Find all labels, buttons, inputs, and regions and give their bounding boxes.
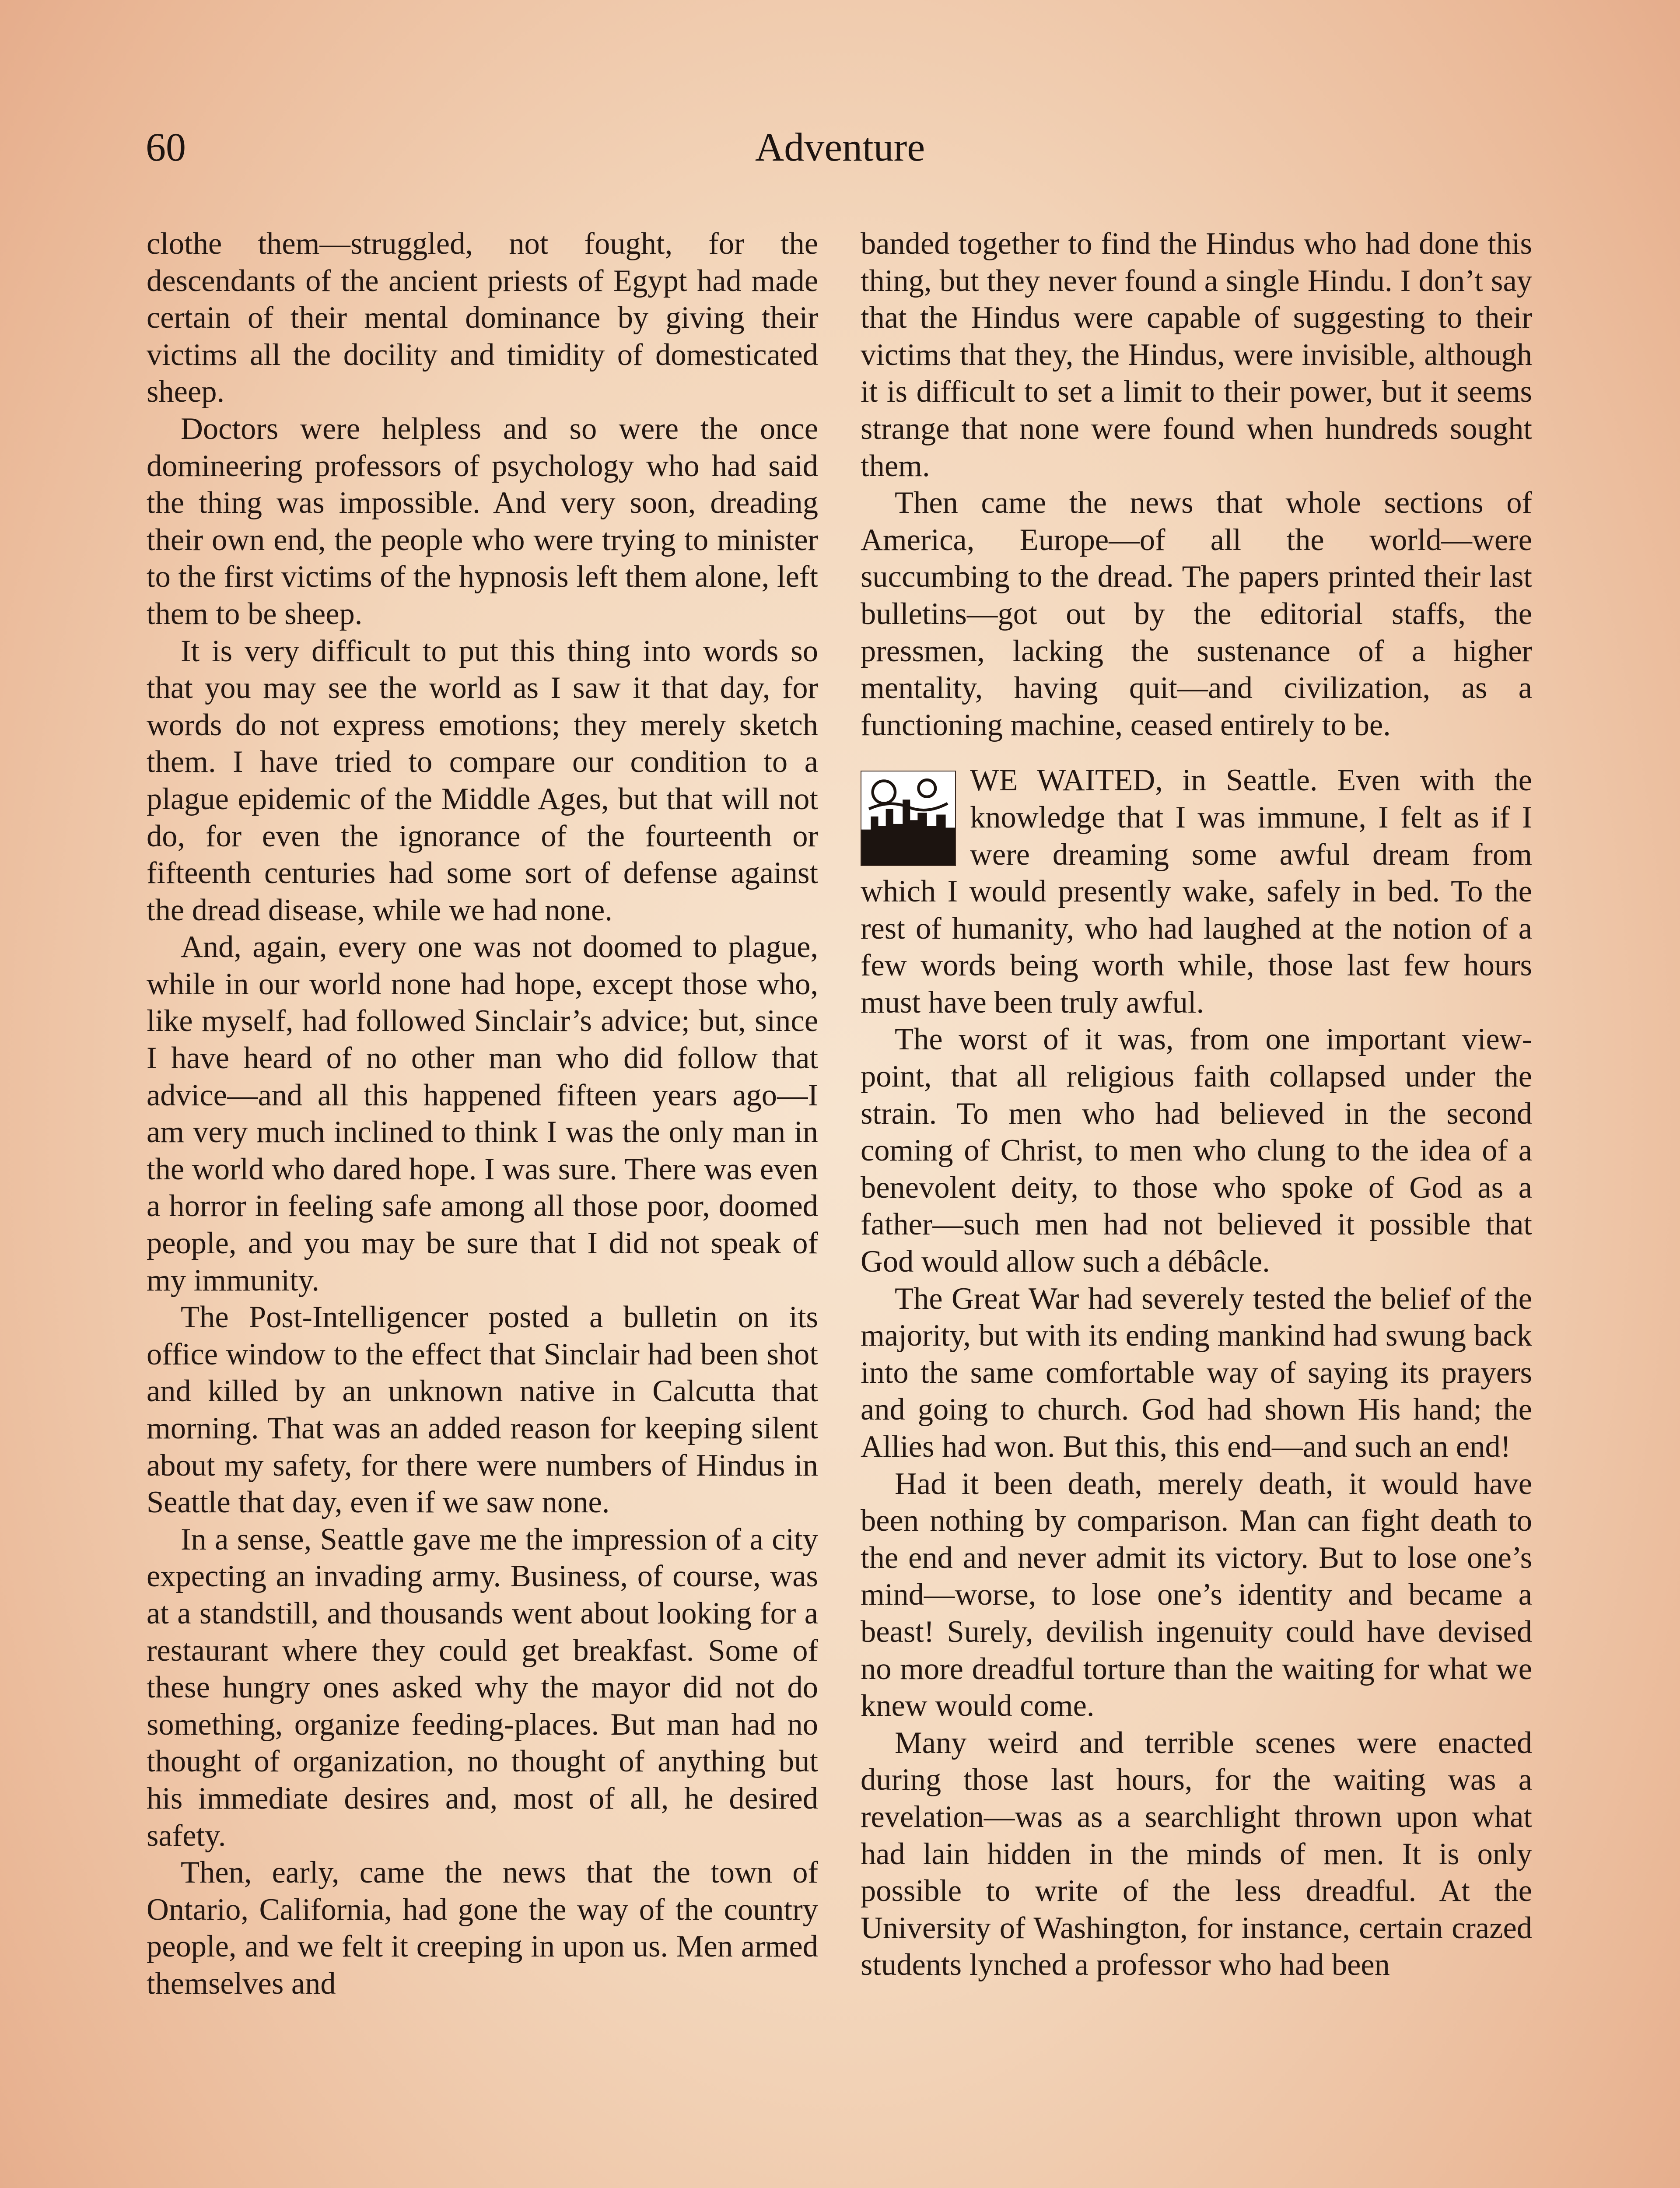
section-opening-paragraph: WE WAITED, in Seattle. Even with the knowledge that I was immune, I felt as if I were dreaming some awful dream from which I would presently wake, safely in bed. To the rest of humanity, who had laughed at the notion of a few words being worth while, those last few hours must have been truly awful. bbox=[861, 763, 1532, 1020]
paragraph: clothe them—struggled, not fought, for the descendants of the ancient priests of Egypt had made certain of their mental dominance by giving their victims all the docility and timidity of domesticated sheep. bbox=[147, 227, 818, 409]
paragraph: Had it been death, merely death, it would have been nothing by comparison. Man can fight death to the end and never admit its victory. But to lose one’s mind—worse, to lose one’s identity and became a beast! Surely, devilish ingenuity could have devised no more dreadful torture than the waiting for what we knew would come. bbox=[861, 1466, 1532, 1723]
right-column bbox=[861, 225, 1532, 1984]
paragraph: Doctors were helpless and so were the once domineering professors of psychology who had said the thing was impossible. And very soon, dreading their own end, the people who were trying to minister to the first victims of the hypnosis left them alone, left them to be sheep. bbox=[147, 411, 818, 631]
paragraph: banded together to find the Hindus who had done this thing, but they never found a single Hindu. I don’t say that the Hindus were capable of suggesting to their victims that they, the Hindus, were invisible, although it is difficult to set a limit to their power, but it seems strange that none were found when hundreds sought them. bbox=[861, 227, 1532, 483]
paragraph: Then came the news that whole sections of America, Europe—of all the world—were succumbing to the dread. The papers printed their last bulletins—got out by the editorial staffs, the pressmen, lacking the sustenance of a higher mentality, having quit—and civilization, as a functioning machine, ceased entirely to be. bbox=[861, 486, 1532, 742]
paragraph: And, again, every one was not doomed to plague, while in our world none had hope, except those who, like myself, had followed Sinclair’s advice; but, since I have heard of no other man who did follow that advice—and all this happened fifteen years ago—I am very much inclined to think I was the only man in the world who dared hope. I was sure. There was even a horror in feeling safe among all those poor, doomed people, and you may be sure that I did not speak of my immunity. bbox=[147, 930, 818, 1297]
paragraph: The Great War had severely tested the belief of the majority, but with its ending mankind had swung back into the same comfortable way of saying its prayers and going to church. God had shown His hand; the Allies had won. But this, this end—and such an end! bbox=[861, 1281, 1532, 1464]
paragraph: The Post-Intelligencer posted a bulletin on its office window to the effect that Sinclair had been shot and killed by an unknown native in Calcutta that morning. That was an added reason for keeping silent about my safety, for there were numbers of Hindus in Seattle that day, even if we saw none. bbox=[147, 1300, 818, 1520]
paragraph: The worst of it was, from one important view-point, that all religious faith collapsed under the strain. To men who had believed in the second coming of Christ, to men who clung to the idea of a benevolent deity, to those who spoke of God as a father—such men had not believed it possible that God would allow such a débâcle. bbox=[861, 1022, 1532, 1279]
running-title: Adventure bbox=[755, 125, 925, 169]
paragraph: Then, early, came the news that the town of Ontario, California, had gone the way of the country people, and we felt it creeping in upon us. Men armed themselves and bbox=[147, 1855, 818, 2001]
paragraph: It is very difficult to put this thing into words so that you may see the world as I saw it that day, for words do not express emotions; they merely sketch them. I have tried to compare our condition to a plague epidemic of the Middle Ages, but that will not do, for even the ignorance of the fourteenth or fifteenth centuries had some sort of defense against the dread disease, while we had none. bbox=[147, 634, 818, 927]
page-number: 60 bbox=[146, 125, 186, 169]
paragraph: In a sense, Seattle gave me the impression of a city expecting an invading army. Business, of course, was at a standstill, and thousands went about looking for a restaurant where they could get breakfast. Some of these hungry ones asked why the mayor did not do something, organize feeding-places. But man had no thought of organization, no thought of anything but his immediate desires and, most of all, he desired safety. bbox=[147, 1522, 818, 1853]
city-skyline-vignette-icon bbox=[861, 771, 956, 866]
paragraph: Many weird and terrible scenes were enacted during those last hours, for the waiting was a revelation—was as a searchlight thrown upon what had lain hidden in the minds of men. It is only possible to write of the less dreadful. At the University of Washington, for instance, certain crazed students lynched a professor who had been bbox=[861, 1725, 1532, 1982]
left-column bbox=[147, 225, 818, 2002]
